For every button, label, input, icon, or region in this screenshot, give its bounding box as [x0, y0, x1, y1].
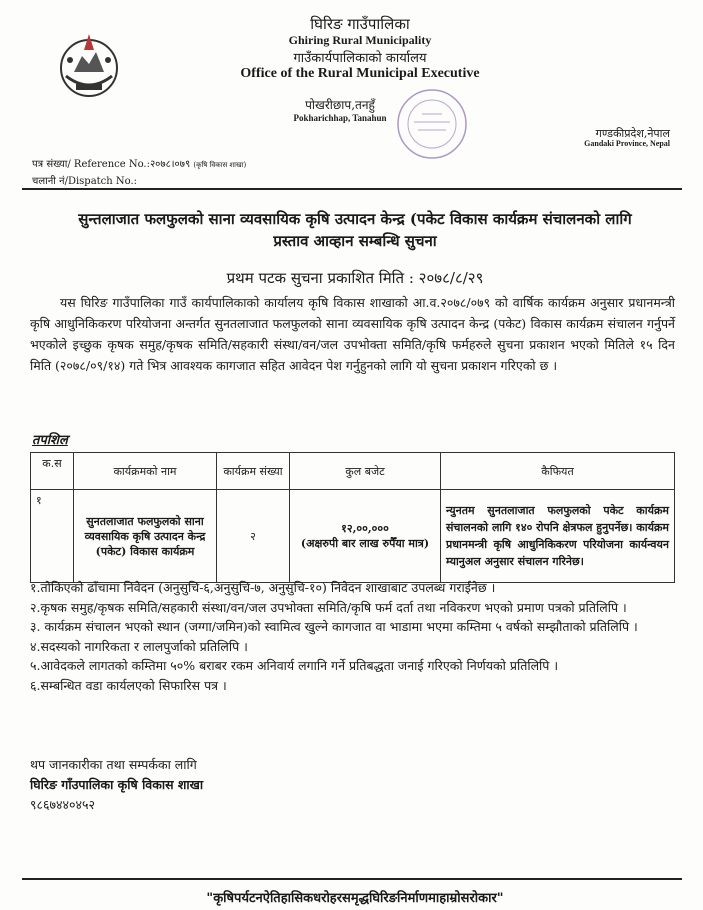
requirement-item: २.कृषक समुह/कृषक समिति/सहकारी संस्था/वन/जल उपभोक्ता समिति/कृषि फर्म दर्ता तथा नविकरण भएको प्रमाण पत्रको प्रतिलिपि ।	[30, 599, 627, 615]
header-total-budget: कुल बजेट	[290, 453, 441, 490]
address-en: Pokharichhap, Tanahun	[293, 113, 387, 123]
header-remarks: कैफियत	[441, 453, 675, 490]
header-program-count: कार्यक्रम संख्या	[217, 453, 290, 490]
address-np: पोखरीछाप,तनहुँ	[305, 98, 375, 112]
row-program-name: सुनतलाजात फलफुलको साना व्यवसायिक कृषि उत्पादन केन्द्र (पकेट) विकास कार्यक्रम	[74, 490, 217, 583]
province-en: Gandaki Province, Nepal	[584, 139, 670, 148]
footer-motto: "कृषिपर्यटनऐतिहासिकधरोहरसमृद्धघिरिङनिर्माणमाहाम्रोसरोकार"	[206, 891, 504, 906]
requirements-list	[30, 578, 680, 695]
table-heading: तपशिल	[32, 433, 68, 448]
office-name-en: Office of the Rural Municipal Executive	[240, 66, 480, 81]
published-date: प्रथम पटक सुचना प्रकाशित मिति : २०७८/८/२९	[226, 269, 484, 287]
dispatch-number: चलानी नं/Dispatch No.:	[32, 176, 138, 187]
row-budget-cell	[290, 490, 441, 583]
municipality-name-en: Ghiring Rural Municipality	[288, 33, 432, 47]
program-table	[30, 452, 675, 583]
office-stamp-icon	[392, 84, 472, 162]
row-budget-amount: १२,००,०००	[341, 522, 389, 535]
row-sn: १	[31, 490, 74, 583]
reference-label: पत्र संख्या/ Reference No.:२०७८।०७९	[32, 159, 191, 170]
header-sn: क.स	[31, 453, 74, 490]
province-np: गण्डकीप्रदेश,नेपाल	[595, 127, 670, 140]
table-row	[31, 490, 675, 583]
row-budget-words: (अक्षरुपी बार लाख रुपैँया मात्र)	[300, 537, 430, 550]
contact-intro: थप जानकारीका तथा सम्पर्कका लागि	[30, 757, 197, 772]
requirement-item: ४.सदस्यको नागरिकता र लालपुर्जाको प्रतिलिपि ।	[30, 638, 248, 654]
contact-block	[30, 755, 430, 815]
header-divider	[22, 188, 682, 190]
contact-phone: ९८६७४४०४५२	[30, 797, 96, 812]
notice-title: सुन्तलाजात फलफुलको साना व्यवसायिक कृषि उत्पादन केन्द्र (पकेट विकास कार्यक्रम संचालनको लागि प्रस्ताव आव्हान सम्बन्धि सुचना	[78, 210, 632, 250]
requirement-item: ५.आवेदकले लागतको कम्तिमा ५०% बराबर रकम अनिवार्य लगानि गर्ने प्रतिबद्धता जनाई गरिएको निर्णयको प्रतिलिपि ।	[30, 658, 559, 673]
contact-office: घिरिङ गाँउपालिका कृषि विकास शाखा	[30, 777, 204, 792]
footer-divider	[22, 878, 682, 880]
office-name-np: गाउँकार्यपालिकाको कार्यालय	[293, 51, 427, 66]
municipality-name-np: घिरिङ गाउँपालिका	[310, 15, 410, 33]
requirement-item: ३. कार्यक्रम संचालन भएको स्थान (जग्गा/जमिन)को स्वामित्व खुल्ने कागजात वा भाडामा भएमा कम्तिमा ५ वर्षको सम्झौताको प्रतिलिपि ।	[30, 619, 638, 634]
nepal-emblem-icon	[52, 28, 126, 102]
row-remarks: न्युनतम सुनतलाजात फलफुलको पकेट कार्यक्रम संचालनको लागि १४० रोपनि क्षेत्रफल हुनुपर्नेछ। कार्यक्रम प्रधानमन्त्री कृषि आधुनिकिकरण परियोजना कार्यन्वयन म्यानुअल अनुसार संचालन गरिनेछ।	[441, 490, 675, 583]
requirement-item: ६.सम्बन्धित वडा कार्यलएको सिफारिस पत्र ।	[30, 677, 227, 693]
reference-note: (कृषि विकास शाखा)	[193, 161, 247, 169]
requirement-item: १.तोकिएको ढाँचामा निवेदन (अनुसुचि-६,अनुसुचि-७, अनुसुचि-१०) निवेदन शाखाबाट उपलब्ध गराईनेछ ।	[30, 580, 496, 595]
notice-body: यस घिरिङ गाउँपालिका गाउँ कार्यपालिकाको कार्यालय कृषि विकास शाखाको आ.व.२०७८/०७९ को वार्षिक कार्यक्रम अनुसार प्रधानमन्त्री कृषि आधुनिकिकरण परियोजना अन्तर्गत सुनतलाजात फलफुलको साना व्यवसायिक कृषि उत्पादन केन्द्र (पकेट) विकास कार्यक्रम संचालन गर्नुपर्ने भएकोले इच्छुक कृषक समुह/कृषक समिति/सहकारी संस्था/वन/जल उपभोक्ता समिति/कृषि फर्महरुले सुचना प्रकाशन भएको मितिले १५ दिन मिति (२०७८/०९/१४) गते भित्र आवश्यक कागजात सहित आवेदन पेश गर्नुहुनको लागि यो सुचना प्रकाशन गरिएको छ ।	[30, 295, 675, 373]
reference-number	[32, 156, 246, 170]
row-program-count: २	[217, 490, 290, 583]
table-header-row	[31, 453, 675, 490]
header-program-name: कार्यक्रमको नाम	[74, 453, 217, 490]
